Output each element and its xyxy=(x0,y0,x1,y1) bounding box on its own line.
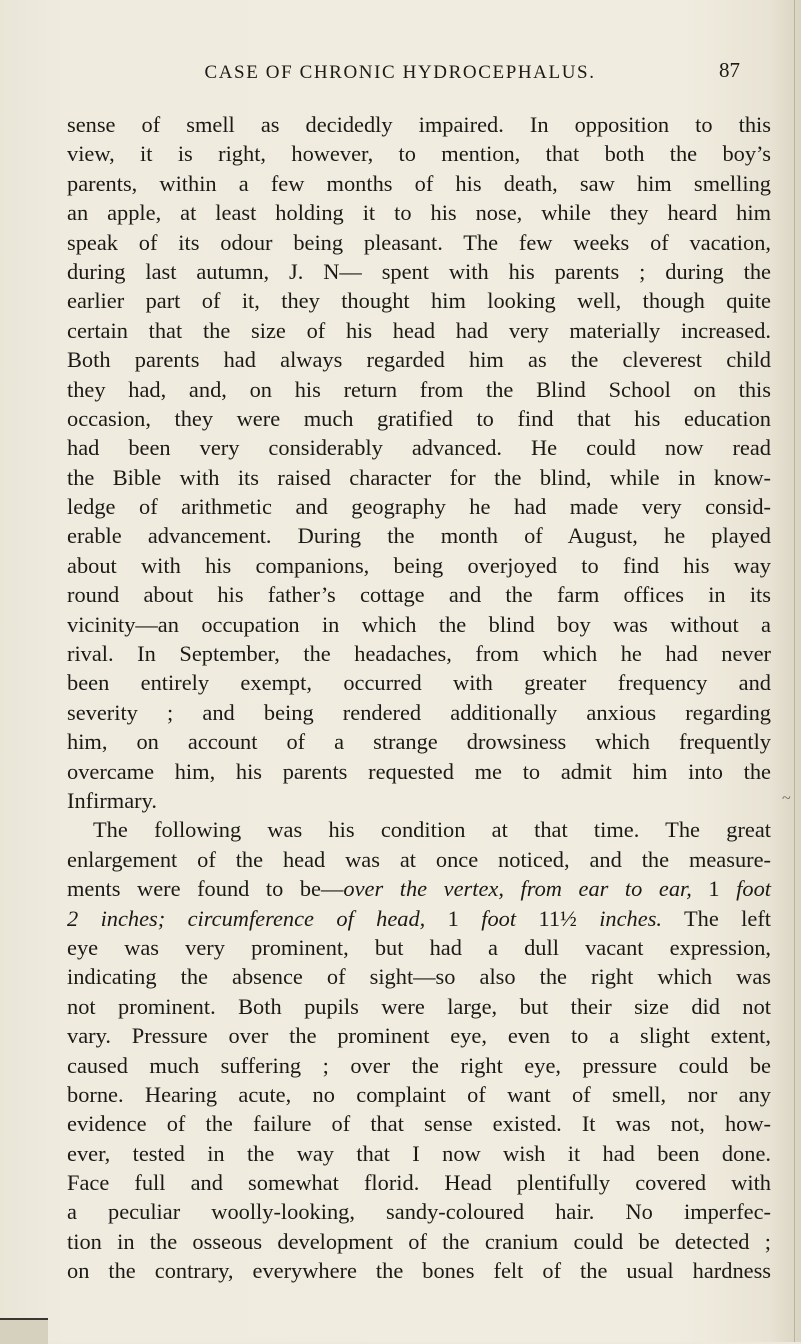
text-line: severity ; and being rendered additionally anxious regarding xyxy=(67,699,771,725)
text-span: ments were found to be— xyxy=(67,876,344,902)
text-line: vary. Pressure over the prominent eye, even to a slight extent, xyxy=(67,1023,771,1049)
text-line: vicinity—an occupation in which the blind boy was without a xyxy=(67,611,771,637)
text-line: erable advancement. During the month of August, he played xyxy=(67,523,771,549)
italic-text: inches. xyxy=(599,905,663,931)
text-line: not prominent. Both pupils were large, but their size did not xyxy=(67,993,771,1019)
text-line: ledge of arithmetic and geography he had made very consid- xyxy=(67,494,771,520)
text-line: parents, within a few months of his death, saw him smelling xyxy=(67,170,771,196)
page-edge xyxy=(794,0,795,1342)
text-line: sense of smell as decidedly impaired. In opposition to this xyxy=(67,112,771,137)
text-line: evidence of the failure of that sense existed. It was not, how- xyxy=(67,1111,771,1137)
margin-mark: ~ xyxy=(782,790,791,807)
text-line: speak of its odour being pleasant. The few weeks of vacation, xyxy=(67,229,771,255)
text-line: caused much suffering ; over the right eye, pressure could be xyxy=(67,1052,771,1078)
text-line: certain that the size of his head had very materially increased. xyxy=(67,317,771,343)
text-line: tion in the osseous development of the cranium could be detected ; xyxy=(67,1228,771,1254)
text-line: rival. In September, the headaches, from which he had never xyxy=(67,641,771,667)
body-text xyxy=(67,110,771,1286)
text-line: about with his companions, being overjoyed to find his way xyxy=(67,552,771,578)
text-line: eye was very prominent, but had a dull vacant expression, xyxy=(67,934,771,960)
paragraph-start-line: The following was his condition at that time. The great xyxy=(93,817,771,843)
italic-text: foot xyxy=(736,876,771,902)
text-line: they had, and, on his return from the Blind School on this xyxy=(67,376,771,402)
header-title: CASE OF CHRONIC HYDROCEPHALUS. xyxy=(204,62,596,83)
text-line: on the contrary, everywhere the bones felt of the usual hardness xyxy=(67,1258,771,1284)
italic-text: foot xyxy=(481,905,517,931)
text-line: round about his father’s cottage and the farm offices in its xyxy=(67,582,771,608)
italic-text: over the vertex, from ear to ear, xyxy=(343,876,692,902)
text-line: overcame him, his parents requested me to admit him into the xyxy=(67,758,771,784)
text-span: 11½ xyxy=(516,905,600,931)
text-line: Face full and somewhat florid. Head plentifully covered with xyxy=(67,1170,771,1196)
text-span: 1 xyxy=(425,905,482,931)
running-head xyxy=(60,58,740,88)
text-line: an apple, at least holding it to his nose, while they heard him xyxy=(67,200,771,226)
text-line: had been very considerably advanced. He could now read xyxy=(67,435,771,461)
text-line: earlier part of it, they thought him looking well, though quite xyxy=(67,288,771,314)
measurement-line xyxy=(67,874,771,903)
italic-text: 2 inches; circumference of head, xyxy=(67,905,426,931)
text-span: The left xyxy=(662,905,772,931)
circumference-line xyxy=(67,904,771,933)
text-line: a peculiar woolly-looking, sandy-coloured hair. No imperfec- xyxy=(67,1199,771,1225)
text-line: Infirmary. xyxy=(67,787,157,813)
text-line: him, on account of a strange drowsiness which frequently xyxy=(67,729,771,755)
text-line: ever, tested in the way that I now wish it had been done. xyxy=(67,1140,771,1166)
text-line: borne. Hearing acute, no complaint of want of smell, nor any xyxy=(67,1081,771,1107)
page-number: 87 xyxy=(719,58,740,82)
text-line: occasion, they were much gratified to find that his education xyxy=(67,405,771,431)
text-line: during last autumn, J. N— spent with his parents ; during the xyxy=(67,258,771,284)
text-line: the Bible with its raised character for the blind, while in know- xyxy=(67,464,771,490)
text-line: indicating the absence of sight—so also the right which was xyxy=(67,964,771,990)
text-line: Both parents had always regarded him as the cleverest child xyxy=(67,347,771,373)
text-span: 1 xyxy=(691,876,737,902)
page-corner-shadow xyxy=(0,1318,48,1344)
text-line: enlargement of the head was at once noticed, and the measure- xyxy=(67,846,771,872)
text-line: view, it is right, however, to mention, that both the boy’s xyxy=(67,141,771,167)
text-line: been entirely exempt, occurred with greater frequency and xyxy=(67,670,771,696)
